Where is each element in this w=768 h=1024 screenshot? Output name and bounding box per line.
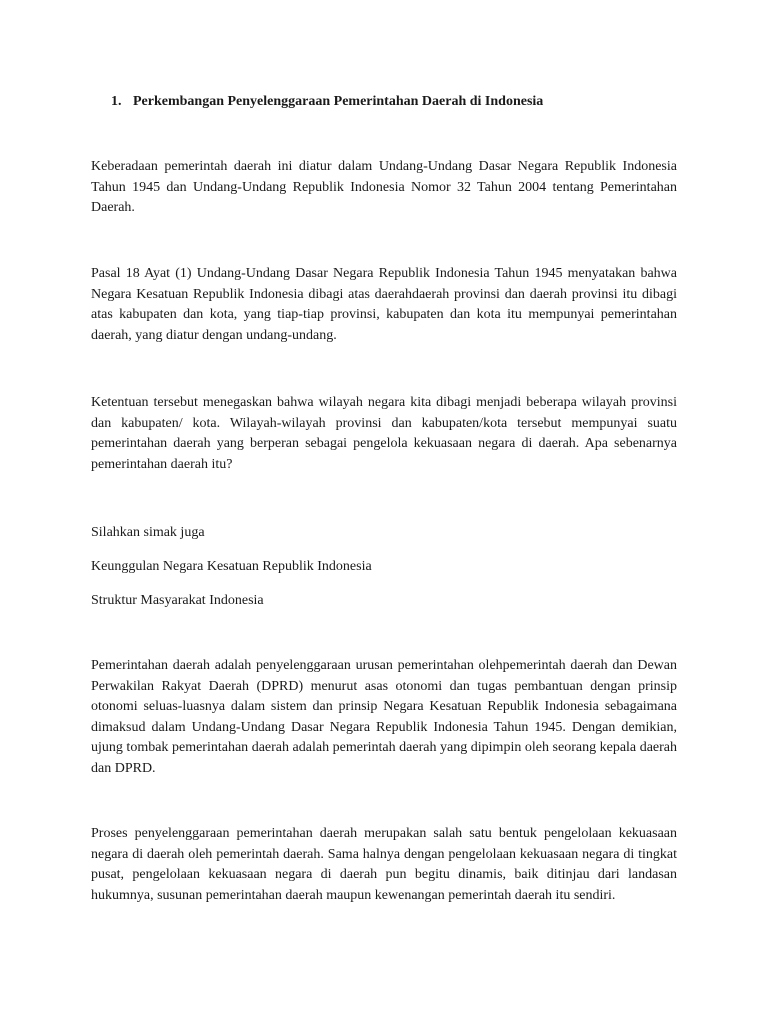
paragraph-5: Proses penyelenggaraan pemerintahan daerah merupakan salah satu bentuk pengelolaan kekuasaan negara di daerah oleh pemerintah daerah. Sama halnya dengan pengelolaan kekuasaan negara di tingkat pusat, pengelolaan kekuasaan negara di daerah pun begitu dinamis, baik ditinjau dari landasan hukumnya, susunan pemerintahan daerah maupun kewenangan pemerintah daerah itu sendiri. bbox=[91, 826, 677, 903]
section-number: 1. bbox=[111, 94, 122, 109]
paragraph-4: Pemerintahan daerah adalah penyelenggaraan urusan pemerintahan olehpemerintah daerah dan Dewan Perwakilan Rakyat Daerah (DPRD) menurut asas otonomi dan tugas pembantuan dengan prinsip otonomi seluas-luasnya dalam sistem dan prinsip Negara Kesatuan Republik Indonesia sebagaimana dimaksud dalam Undang-Undang Dasar Negara Republik Indonesia Tahun 1945. Dengan demikian, ujung tombak pemerintahan daerah adalah pemerintah daerah yang dipimpin oleh seorang kepala daerah dan DPRD. bbox=[91, 658, 677, 776]
see-also-link-2[interactable]: Struktur Masyarakat Indonesia bbox=[91, 593, 264, 608]
paragraph-2: Pasal 18 Ayat (1) Undang-Undang Dasar Negara Republik Indonesia Tahun 1945 menyatakan bahwa Negara Kesatuan Republik Indonesia dibagi atas daerahdaerah provinsi dan daerah provinsi itu dibagi atas kabupaten dan kota, yang tiap-tiap provinsi, kabupaten dan kota itu mempunyai pemerintahan daerah, yang diatur dengan undang-undang. bbox=[91, 266, 677, 343]
section-heading bbox=[111, 93, 671, 111]
see-also-link-1[interactable]: Keunggulan Negara Kesatuan Republik Indonesia bbox=[91, 559, 372, 574]
section-title: Perkembangan Penyelenggaraan Pemerintahan Daerah di Indonesia bbox=[133, 94, 544, 109]
paragraph-3: Ketentuan tersebut menegaskan bahwa wilayah negara kita dibagi menjadi beberapa wilayah provinsi dan kabupaten/ kota. Wilayah-wilayah provinsi dan kabupaten/kota tersebut mempunyai suatu pemerintahan daerah yang berperan sebagai pengelola kekuasaan negara di daerah. Apa sebenarnya pemerintahan daerah itu? bbox=[91, 395, 677, 472]
paragraph-1: Keberadaan pemerintah daerah ini diatur dalam Undang-Undang Dasar Negara Republik Indonesia Tahun 1945 dan Undang-Undang Republik Indonesia Nomor 32 Tahun 2004 tentang Pemerintahan Daerah. bbox=[91, 159, 677, 216]
see-also-intro: Silahkan simak juga bbox=[91, 525, 205, 540]
